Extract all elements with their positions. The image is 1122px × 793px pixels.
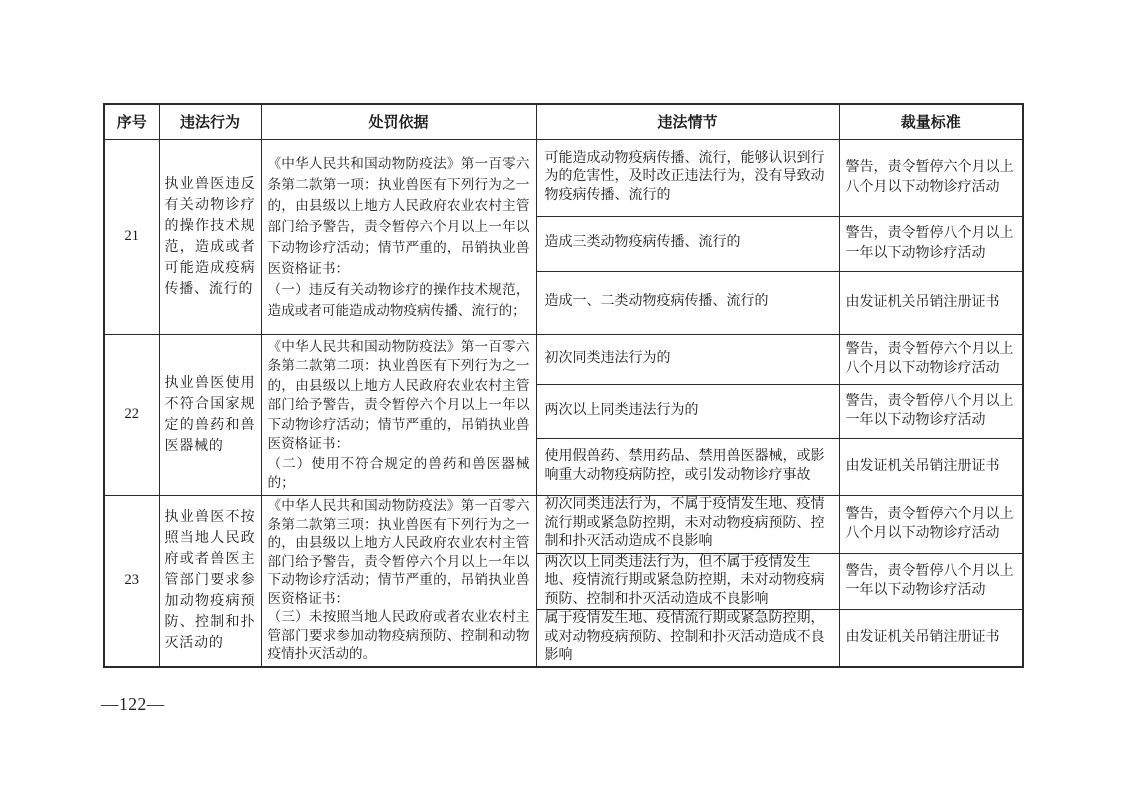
col-header-circumstance: 违法情节	[536, 104, 839, 139]
standard-cell: 警告，责令暂停八个月以上一年以下动物诊疗活动	[839, 553, 1023, 610]
basis-paragraph: 《中华人民共和国动物防疫法》第一百零六条第二款第二项：执业兽医有下列行为之一的，由县级以上地方人民政府农业农村主管部门给予警告，责令暂停六个月以上一年以下动物诊疗活动；情节严重的，吊销执业兽医资格证书：	[267, 338, 530, 451]
circumstance-cell: 造成一、二类动物疫病传播、流行的	[536, 271, 839, 334]
standard-cell: 警告，责令暂停六个月以上八个月以下动物诊疗活动	[839, 334, 1023, 384]
basis-cell	[261, 139, 536, 334]
circumstance-cell: 初次同类违法行为，不属于疫情发生地、疫情流行期或紧急防控期，未对动物疫病预防、控制和扑灭活动造成不良影响	[536, 495, 839, 553]
standard-cell: 警告，责令暂停八个月以上一年以下动物诊疗活动	[839, 216, 1023, 271]
behavior-cell: 执业兽医不按照当地人民政府或者兽医主管部门要求参加动物疫病预防、控制和扑灭活动的	[159, 495, 261, 667]
standard-cell: 由发证机关吊销注册证书	[839, 610, 1023, 667]
circumstance-cell: 两次以上同类违法行为的	[536, 384, 839, 438]
col-header-behavior: 违法行为	[159, 104, 261, 139]
circumstance-cell: 造成三类动物疫病传播、流行的	[536, 216, 839, 271]
row-index-cell: 22	[104, 334, 159, 495]
standard-cell: 由发证机关吊销注册证书	[839, 271, 1023, 334]
col-header-standard: 裁量标准	[839, 104, 1023, 139]
basis-paragraph: 《中华人民共和国动物防疫法》第一百零六条第二款第三项：执业兽医有下列行为之一的，由县级以上地方人民政府农业农村主管部门给予警告，责令暂停六个月以上一年以下动物诊疗活动；情节严重的，吊销执业兽医资格证书：	[267, 498, 530, 606]
standard-cell: 由发证机关吊销注册证书	[839, 438, 1023, 495]
circumstance-cell: 可能造成动物疫病传播、流行，能够认识到行为的危害性，及时改正违法行为，没有导致动物疫病传播、流行的	[536, 139, 839, 216]
table-row	[104, 334, 1023, 384]
table-row	[104, 139, 1023, 216]
basis-paragraph: （一）违反有关动物诊疗的操作技术规范，造成或者可能造成动物疫病传播、流行的；	[267, 281, 530, 318]
behavior-cell: 执业兽医违反有关动物诊疗的操作技术规范，造成或者可能造成疫病传播、流行的	[159, 139, 261, 334]
standard-cell: 警告，责令暂停八个月以上一年以下动物诊疗活动	[839, 384, 1023, 438]
behavior-cell: 执业兽医使用不符合国家规定的兽药和兽医器械的	[159, 334, 261, 495]
basis-cell	[261, 334, 536, 495]
standard-cell: 警告，责令暂停六个月以上八个月以下动物诊疗活动	[839, 139, 1023, 216]
col-header-basis: 处罚依据	[261, 104, 536, 139]
circumstance-cell: 两次以上同类违法行为，但不属于疫情发生地、疫情流行期或紧急防控期，未对动物疫病预防、控制和扑灭活动造成不良影响	[536, 553, 839, 610]
circumstance-cell: 使用假兽药、禁用药品、禁用兽医器械，或影响重大动物疫病防控，或引发动物诊疗事故	[536, 438, 839, 495]
col-header-index: 序号	[104, 104, 159, 139]
table-header-row	[104, 104, 1023, 139]
row-index-cell: 21	[104, 139, 159, 334]
penalty-discretion-table	[103, 103, 1024, 668]
standard-cell: 警告，责令暂停六个月以上八个月以下动物诊疗活动	[839, 495, 1023, 553]
row-index-cell: 23	[104, 495, 159, 667]
circumstance-cell: 初次同类违法行为的	[536, 334, 839, 384]
circumstance-cell: 属于疫情发生地、疫情流行期或紧急防控期，或对动物疫病预防、控制和扑灭活动造成不良影响	[536, 610, 839, 667]
page-number: —122—	[101, 694, 165, 714]
basis-paragraph: 《中华人民共和国动物防疫法》第一百零六条第二款第一项：执业兽医有下列行为之一的，由县级以上地方人民政府农业农村主管部门给予警告，责令暂停六个月以上一年以下动物诊疗活动；情节严重的，吊销执业兽医资格证书：	[267, 155, 530, 276]
basis-paragraph: （三）未按照当地人民政府或者农业农村主管部门要求参加动物疫病预防、控制和动物疫情扑灭活动的。	[267, 609, 530, 662]
basis-paragraph: （二）使用不符合规定的兽药和兽医器械的；	[267, 455, 530, 490]
table-row	[104, 495, 1023, 553]
basis-cell	[261, 495, 536, 667]
